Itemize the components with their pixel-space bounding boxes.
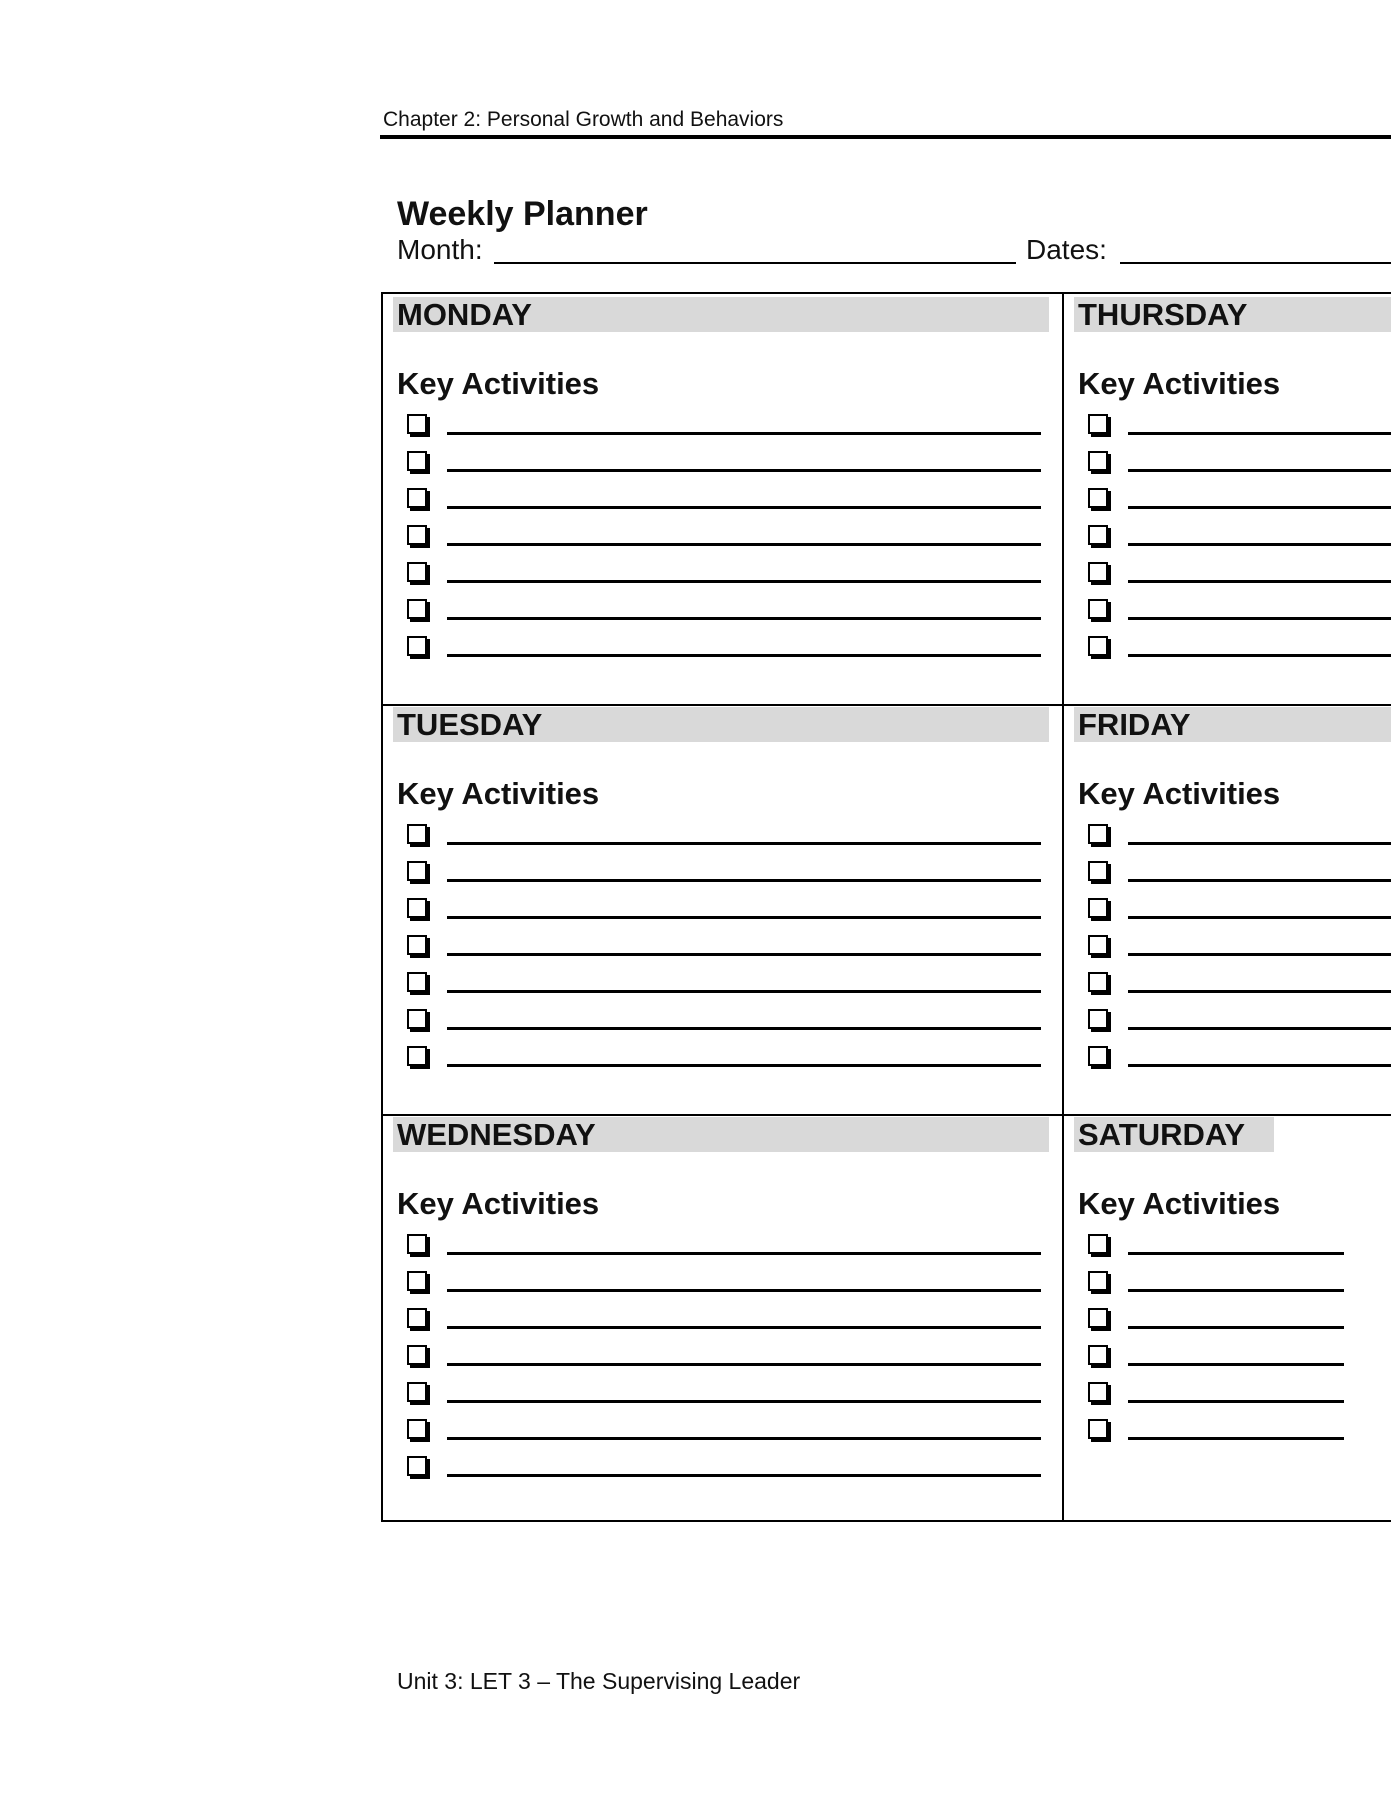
header-rule bbox=[380, 135, 1391, 139]
activity-item bbox=[407, 893, 1086, 930]
activity-item bbox=[407, 409, 1086, 446]
checkbox-icon[interactable] bbox=[1088, 824, 1108, 844]
activity-blank-line[interactable] bbox=[447, 543, 1041, 546]
activity-item bbox=[1088, 856, 1391, 893]
activity-item bbox=[1088, 893, 1391, 930]
day-label-thursday: THURSDAY bbox=[1078, 297, 1248, 332]
activity-item bbox=[407, 446, 1086, 483]
checkbox-icon[interactable] bbox=[407, 861, 427, 881]
activity-blank-line[interactable] bbox=[1128, 543, 1391, 546]
day-band bbox=[1074, 1117, 1274, 1152]
checkbox-icon[interactable] bbox=[407, 562, 427, 582]
checkbox-icon[interactable] bbox=[407, 1456, 427, 1476]
chapter-header: Chapter 2: Personal Growth and Behaviors bbox=[383, 108, 784, 131]
checkbox-icon[interactable] bbox=[407, 1009, 427, 1029]
checkbox-icon[interactable] bbox=[407, 1046, 427, 1066]
activity-blank-line[interactable] bbox=[1128, 916, 1391, 919]
key-activities-label: Key Activities bbox=[1078, 776, 1281, 811]
checkbox-icon[interactable] bbox=[407, 1382, 427, 1402]
activity-item bbox=[1088, 1266, 1391, 1303]
checkbox-icon[interactable] bbox=[407, 451, 427, 471]
day-label-monday: MONDAY bbox=[397, 297, 532, 332]
activity-item bbox=[407, 631, 1086, 668]
activity-item bbox=[407, 856, 1086, 893]
activity-blank-line[interactable] bbox=[1128, 879, 1391, 882]
day-cell-tuesday bbox=[383, 704, 1062, 1114]
activity-item bbox=[407, 1303, 1086, 1340]
checkbox-icon[interactable] bbox=[407, 935, 427, 955]
activity-blank-line[interactable] bbox=[1128, 1363, 1344, 1366]
checkbox-icon[interactable] bbox=[1088, 1419, 1108, 1439]
activity-item bbox=[1088, 446, 1391, 483]
activity-blank-line[interactable] bbox=[447, 953, 1041, 956]
checkbox-icon[interactable] bbox=[407, 1308, 427, 1328]
activity-blank-line[interactable] bbox=[1128, 1437, 1344, 1440]
activity-item bbox=[1088, 483, 1391, 520]
activity-blank-line[interactable] bbox=[447, 1363, 1041, 1366]
checkbox-icon[interactable] bbox=[407, 1419, 427, 1439]
planner-grid bbox=[381, 292, 1391, 1522]
checkbox-icon[interactable] bbox=[407, 636, 427, 656]
activity-item bbox=[407, 1451, 1086, 1488]
activity-blank-line[interactable] bbox=[1128, 506, 1391, 509]
checkbox-icon[interactable] bbox=[1088, 898, 1108, 918]
activity-list bbox=[407, 1229, 1086, 1488]
activity-blank-line[interactable] bbox=[1128, 1289, 1344, 1292]
activity-item bbox=[1088, 520, 1391, 557]
activity-blank-line[interactable] bbox=[1128, 654, 1391, 657]
activity-item bbox=[1088, 1340, 1391, 1377]
checkbox-icon[interactable] bbox=[1088, 525, 1108, 545]
activity-item bbox=[1088, 967, 1391, 1004]
day-band bbox=[393, 297, 1049, 332]
month-field[interactable] bbox=[494, 262, 1016, 264]
activity-list bbox=[407, 819, 1086, 1078]
checkbox-icon[interactable] bbox=[407, 599, 427, 619]
activity-blank-line[interactable] bbox=[447, 842, 1041, 845]
activity-item bbox=[407, 1229, 1086, 1266]
checkbox-icon[interactable] bbox=[407, 525, 427, 545]
page-title: Weekly Planner bbox=[397, 195, 648, 233]
activity-blank-line[interactable] bbox=[447, 1474, 1041, 1477]
checkbox-icon[interactable] bbox=[407, 1234, 427, 1254]
activity-item bbox=[407, 594, 1086, 631]
checkbox-icon[interactable] bbox=[1088, 599, 1108, 619]
dates-field[interactable] bbox=[1120, 262, 1391, 264]
activity-list bbox=[407, 409, 1086, 668]
activity-blank-line[interactable] bbox=[447, 580, 1041, 583]
key-activities-label: Key Activities bbox=[1078, 366, 1281, 401]
checkbox-icon[interactable] bbox=[1088, 972, 1108, 992]
activity-blank-line[interactable] bbox=[1128, 580, 1391, 583]
key-activities-label: Key Activities bbox=[397, 366, 600, 401]
activity-blank-line[interactable] bbox=[447, 916, 1041, 919]
checkbox-icon[interactable] bbox=[407, 972, 427, 992]
checkbox-icon[interactable] bbox=[1088, 414, 1108, 434]
activity-blank-line[interactable] bbox=[447, 654, 1041, 657]
footer-unit: Unit 3: LET 3 – The Supervising Leader bbox=[397, 1668, 801, 1694]
activity-list bbox=[1088, 819, 1391, 1078]
activity-list bbox=[1088, 1229, 1391, 1451]
activity-blank-line[interactable] bbox=[1128, 469, 1391, 472]
day-label-wednesday: WEDNESDAY bbox=[397, 1117, 596, 1152]
checkbox-icon[interactable] bbox=[1088, 451, 1108, 471]
activity-blank-line[interactable] bbox=[447, 1252, 1041, 1255]
checkbox-icon[interactable] bbox=[1088, 636, 1108, 656]
activity-item bbox=[407, 1004, 1086, 1041]
activity-blank-line[interactable] bbox=[1128, 1252, 1344, 1255]
key-activities-label: Key Activities bbox=[1078, 1186, 1281, 1221]
activity-item bbox=[1088, 819, 1391, 856]
checkbox-icon[interactable] bbox=[1088, 935, 1108, 955]
activity-blank-line[interactable] bbox=[447, 1027, 1041, 1030]
activity-item bbox=[1088, 409, 1391, 446]
checkbox-icon[interactable] bbox=[1088, 1308, 1108, 1328]
activity-blank-line[interactable] bbox=[447, 1289, 1041, 1292]
activity-item bbox=[407, 557, 1086, 594]
checkbox-icon[interactable] bbox=[1088, 562, 1108, 582]
activity-item bbox=[1088, 557, 1391, 594]
month-label: Month: bbox=[397, 234, 483, 265]
activity-blank-line[interactable] bbox=[447, 617, 1041, 620]
activity-item bbox=[1088, 1414, 1391, 1451]
activity-item bbox=[407, 1266, 1086, 1303]
checkbox-icon[interactable] bbox=[1088, 1382, 1108, 1402]
activity-blank-line[interactable] bbox=[1128, 617, 1391, 620]
activity-blank-line[interactable] bbox=[447, 469, 1041, 472]
activity-blank-line[interactable] bbox=[447, 990, 1041, 993]
checkbox-icon[interactable] bbox=[1088, 861, 1108, 881]
activity-item bbox=[407, 1377, 1086, 1414]
activity-blank-line[interactable] bbox=[1128, 1400, 1344, 1403]
checkbox-icon[interactable] bbox=[407, 414, 427, 434]
key-activities-label: Key Activities bbox=[397, 1186, 600, 1221]
activity-blank-line[interactable] bbox=[1128, 990, 1391, 993]
activity-item bbox=[407, 930, 1086, 967]
day-label-tuesday: TUESDAY bbox=[397, 707, 543, 742]
checkbox-icon[interactable] bbox=[1088, 1345, 1108, 1365]
checkbox-icon[interactable] bbox=[1088, 488, 1108, 508]
activity-blank-line[interactable] bbox=[1128, 1027, 1391, 1030]
activity-blank-line[interactable] bbox=[1128, 842, 1391, 845]
activity-item bbox=[407, 819, 1086, 856]
activity-blank-line[interactable] bbox=[1128, 432, 1391, 435]
day-cell-saturday bbox=[1064, 1114, 1391, 1524]
activity-item bbox=[407, 967, 1086, 1004]
day-band bbox=[393, 707, 1049, 742]
day-band bbox=[1074, 707, 1391, 742]
activity-blank-line[interactable] bbox=[447, 432, 1041, 435]
checkbox-icon[interactable] bbox=[1088, 1046, 1108, 1066]
activity-blank-line[interactable] bbox=[1128, 1326, 1344, 1329]
activity-item bbox=[1088, 594, 1391, 631]
day-cell-wednesday bbox=[383, 1114, 1062, 1524]
dates-label: Dates: bbox=[1026, 234, 1107, 265]
checkbox-icon[interactable] bbox=[407, 1271, 427, 1291]
activity-blank-line[interactable] bbox=[1128, 953, 1391, 956]
key-activities-label: Key Activities bbox=[397, 776, 600, 811]
activity-item bbox=[1088, 1377, 1391, 1414]
activity-item bbox=[407, 1340, 1086, 1377]
day-cell-friday bbox=[1064, 704, 1391, 1114]
day-cell-monday bbox=[383, 294, 1062, 704]
checkbox-icon[interactable] bbox=[1088, 1271, 1108, 1291]
activity-item bbox=[407, 520, 1086, 557]
activity-blank-line[interactable] bbox=[447, 1326, 1041, 1329]
activity-blank-line[interactable] bbox=[447, 506, 1041, 509]
activity-item bbox=[407, 1041, 1086, 1078]
activity-item bbox=[1088, 1004, 1391, 1041]
activity-item bbox=[1088, 1303, 1391, 1340]
checkbox-icon[interactable] bbox=[407, 488, 427, 508]
checkbox-icon[interactable] bbox=[1088, 1009, 1108, 1029]
checkbox-icon[interactable] bbox=[1088, 1234, 1108, 1254]
day-band bbox=[393, 1117, 1049, 1152]
activity-blank-line[interactable] bbox=[447, 1437, 1041, 1440]
checkbox-icon[interactable] bbox=[407, 1345, 427, 1365]
day-label-saturday: SATURDAY bbox=[1078, 1117, 1246, 1152]
activity-blank-line[interactable] bbox=[447, 1400, 1041, 1403]
day-label-friday: FRIDAY bbox=[1078, 707, 1191, 742]
day-cell-thursday bbox=[1064, 294, 1391, 704]
activity-blank-line[interactable] bbox=[1128, 1064, 1391, 1067]
day-band bbox=[1074, 297, 1391, 332]
activity-item bbox=[407, 483, 1086, 520]
checkbox-icon[interactable] bbox=[407, 824, 427, 844]
activity-item bbox=[1088, 1041, 1391, 1078]
activity-item bbox=[1088, 1229, 1391, 1266]
activity-item bbox=[1088, 631, 1391, 668]
activity-list bbox=[1088, 409, 1391, 668]
activity-item bbox=[407, 1414, 1086, 1451]
activity-blank-line[interactable] bbox=[447, 879, 1041, 882]
checkbox-icon[interactable] bbox=[407, 898, 427, 918]
activity-blank-line[interactable] bbox=[447, 1064, 1041, 1067]
activity-item bbox=[1088, 930, 1391, 967]
